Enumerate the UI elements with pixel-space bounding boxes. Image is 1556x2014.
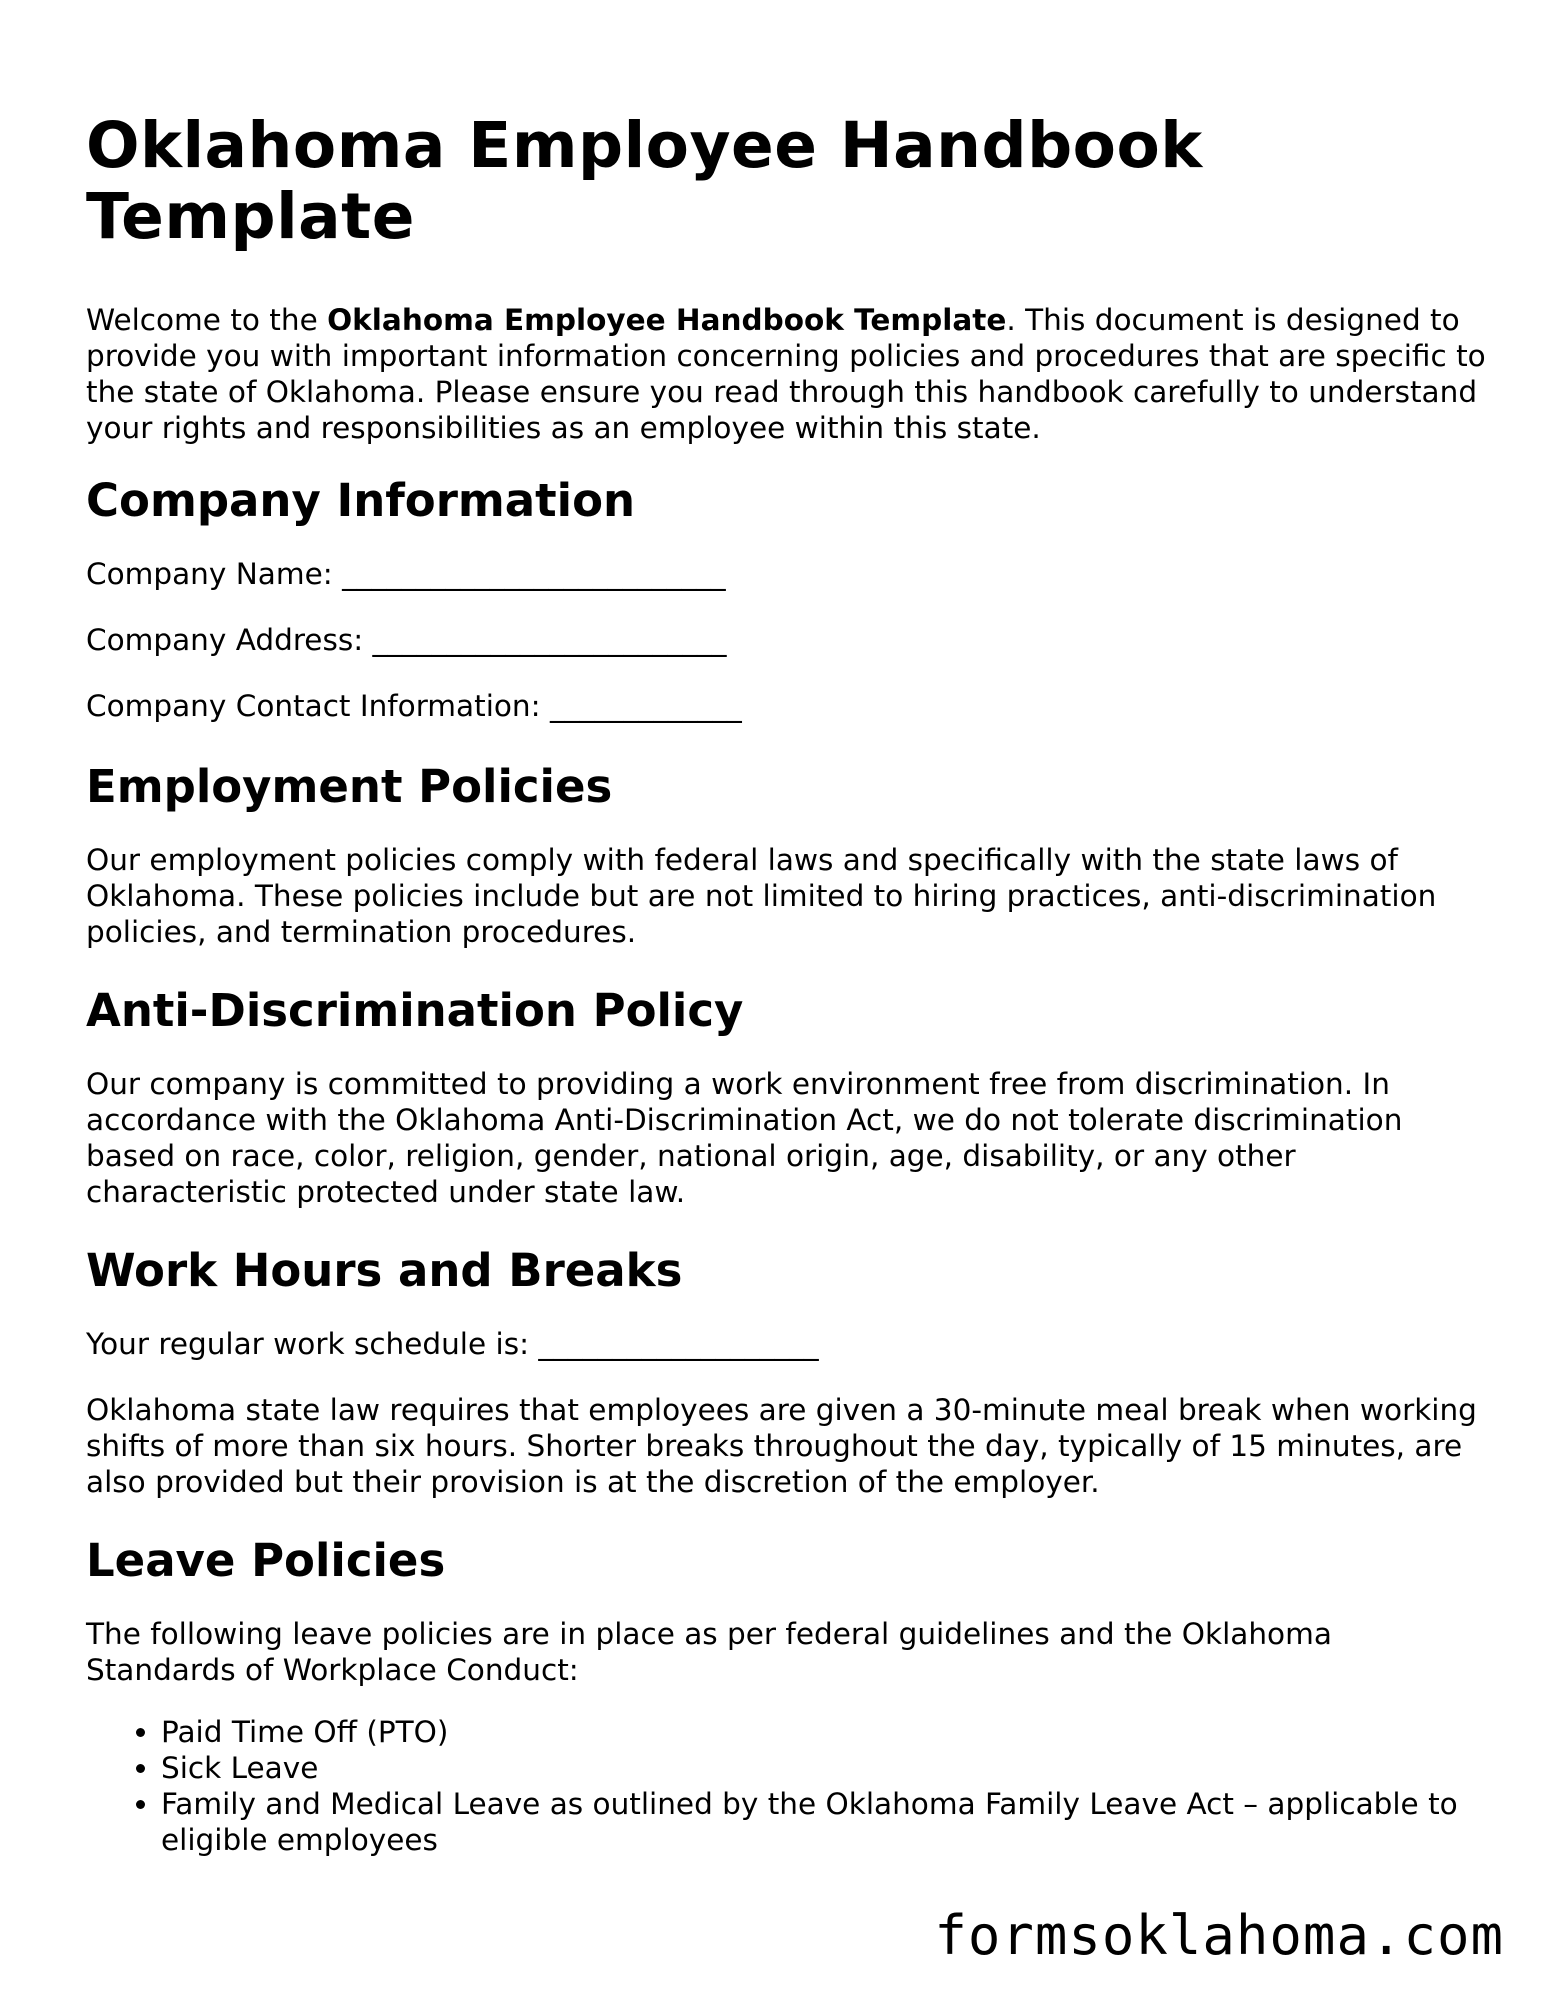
section-leave-policies	[86, 1534, 1486, 1858]
watermark-text: formsoklahoma.com	[934, 1904, 1504, 1967]
list-item: • Family and Medical Leave as outlined by the Oklahoma Family Leave Act – applicable to eligible employees	[161, 1786, 1486, 1858]
heading-company-information: Company Information	[86, 474, 636, 527]
company-name-field: Company Name: __________________________	[86, 557, 726, 591]
document-page	[86, 110, 1486, 1858]
intro-suffix: . This document is designed to provide you with important information concerning policies and procedures that are specific to the state of Oklahoma. Please ensure you read through this handbook carefully to understand your rights and responsibilities as an employee within this state.	[86, 303, 1486, 445]
heading-leave-policies: Leave Policies	[86, 1534, 446, 1587]
anti-discrimination-text: Our company is committed to providing a work environment free from discrimination. In accordance with the Oklahoma Anti-Discrimination Act, we do not tolerate discrimination based on race, color, religion, gender, national origin, age, disability, or any other characteristic protected under state law.	[86, 1067, 1403, 1209]
work-hours-text: Oklahoma state law requires that employees are given a 30-minute meal break when working shifts of more than six hours. Shorter breaks throughout the day, typically of 15 minutes, are also provided but their provision is at the discretion of the employer.	[86, 1393, 1477, 1499]
section-work-hours	[86, 1244, 1486, 1500]
company-address-field: Company Address: ________________________	[86, 623, 727, 657]
list-item: • Sick Leave	[161, 1750, 1486, 1786]
heading-anti-discrimination: Anti-Discrimination Policy	[86, 984, 744, 1037]
list-item: • Paid Time Off (PTO)	[161, 1714, 1486, 1750]
intro-bold-title: Oklahoma Employee Handbook Template	[327, 303, 1007, 337]
leave-policies-text: The following leave policies are in place as per federal guidelines and the Oklahoma Standards of Workplace Conduct:	[86, 1617, 1332, 1687]
intro-prefix: Welcome to the	[86, 303, 328, 337]
intro-paragraph	[86, 302, 1486, 446]
heading-employment-policies: Employment Policies	[86, 760, 613, 813]
employment-policies-text: Our employment policies comply with federal laws and specifically with the state laws of Oklahoma. These policies include but are not limited to hiring practices, anti-discrimination policies, and termination procedures.	[86, 843, 1437, 949]
section-employment-policies	[86, 760, 1486, 950]
heading-work-hours: Work Hours and Breaks	[86, 1244, 683, 1297]
work-schedule-field: Your regular work schedule is: ___________________	[86, 1327, 819, 1361]
document-title: Oklahoma Employee Handbook Template	[86, 109, 1203, 253]
section-anti-discrimination	[86, 984, 1486, 1210]
leave-policies-list	[86, 1714, 1486, 1858]
section-company-information	[86, 474, 1486, 724]
company-contact-field: Company Contact Information: _____________	[86, 689, 742, 723]
